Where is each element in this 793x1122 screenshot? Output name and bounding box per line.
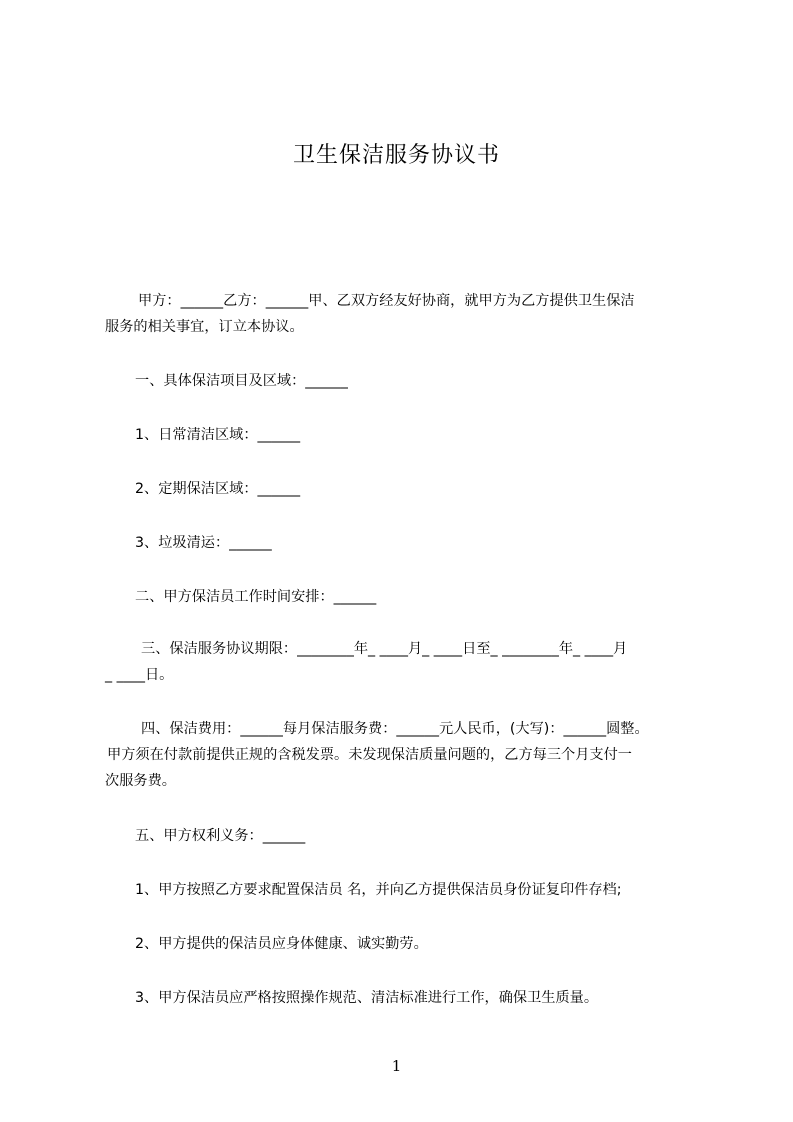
section-5-item-2: 2、甲方提供的保洁员应身体健康、诚实勤劳。 bbox=[135, 936, 428, 952]
section-5-item-1: 1、甲方按照乙方要求配置保洁员 名，并向乙方提供保洁员身份证复印件存档; bbox=[135, 882, 622, 898]
intro-line-2: 服务的相关事宜，订立本协议。 bbox=[105, 319, 304, 335]
document-title: 卫生保洁服务协议书 bbox=[292, 143, 500, 168]
section-1-item-2: 2、定期保洁区域：______ bbox=[135, 481, 301, 497]
section-3-line-2: _ ____日。 bbox=[105, 667, 174, 683]
section-4-line-3: 次服务费。 bbox=[105, 773, 176, 789]
intro-paragraph bbox=[105, 288, 705, 340]
section-3-line-1: 三、保洁服务协议期限：________年_ ____月_ ____日至_ ________年_ ____月 bbox=[141, 641, 628, 657]
section-1-item-1: 1、日常清洁区域：______ bbox=[135, 427, 301, 443]
section-3-paragraph bbox=[105, 636, 705, 688]
section-1-heading: 一、具体保洁项目及区域：______ bbox=[135, 373, 348, 389]
section-5-item-3: 3、甲方保洁员应严格按照操作规范、清洁标准进行工作，确保卫生质量。 bbox=[135, 990, 599, 1006]
section-2-heading: 二、甲方保洁员工作时间安排：______ bbox=[135, 589, 377, 605]
section-1-item-3: 3、垃圾清运：______ bbox=[135, 535, 272, 551]
section-4-line-1: 四、保洁费用：______每月保洁服务费：______元人民币，(大写)：______圆整。 bbox=[141, 721, 649, 737]
section-5-heading: 五、甲方权利义务：______ bbox=[135, 828, 306, 844]
section-4-paragraph bbox=[105, 716, 705, 794]
section-4-line-2: 甲方须在付款前提供正规的含税发票。未发现保洁质量问题的，乙方每三个月支付一 bbox=[107, 747, 632, 763]
page-number: 1 bbox=[391, 1057, 402, 1075]
intro-line-1: 甲方：______乙方：______甲、乙双方经友好协商，就甲方为乙方提供卫生保洁 bbox=[138, 293, 635, 309]
